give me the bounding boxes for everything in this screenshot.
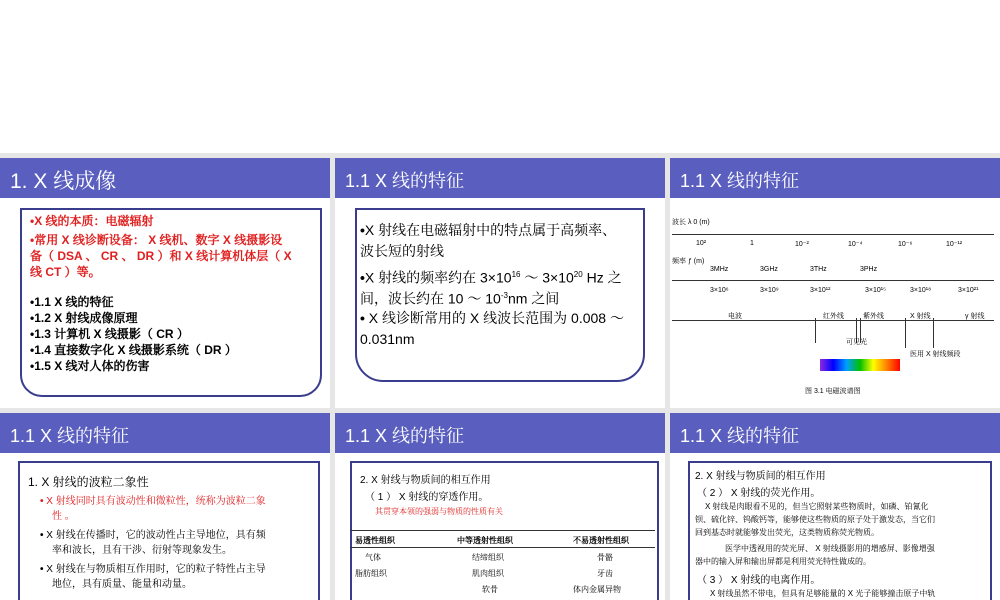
wavelength-tick: 10⁻⁶ xyxy=(898,241,913,248)
wavelength-tick: 10⁻⁴ xyxy=(848,241,863,248)
frequency-tick: 3PHz xyxy=(860,266,878,273)
paragraph-line: 医学中透视用的荧光屏、 X 射线摄影用的增感屏、影像增强 xyxy=(725,544,935,553)
slide-thumbnail-1[interactable] xyxy=(0,158,330,408)
visible-spectrum-bar xyxy=(820,359,900,371)
frequency-tick: 3THz xyxy=(810,266,827,273)
slide-header xyxy=(0,158,330,198)
paragraph-line: 器中的输入屏和输出屏都是利用荧光特性做成的。 xyxy=(695,557,871,566)
text-line: •X 射线的频率约在 $3\times 10^{16}$ ～ $3\times 10^{20}$ Hz 之 xyxy=(360,269,622,286)
slide-header xyxy=(335,158,665,198)
text-line: •X 射线在电磁辐射中的特点属于高频率、 xyxy=(360,222,617,238)
figure-caption: 图 3.1 电磁波谱图 xyxy=(805,388,861,395)
note-text: 其贯穿本领的强弱与物质的性质有关 xyxy=(375,507,503,516)
list-item: • X 射线在与物质相互作用时，它的粒子特性占主导 xyxy=(40,564,266,575)
slide-thumbnail-6[interactable] xyxy=(670,413,1000,600)
list-item: 性 。 xyxy=(52,511,75,522)
section-heading: 2. X 射线与物质间的相互作用 xyxy=(695,471,826,482)
wavelength-tick: 10² xyxy=(696,240,707,247)
frequency-label: 频率 ƒ (m) xyxy=(672,258,705,265)
subsection-heading: （ 1 ） X 射线的穿透作用。 xyxy=(365,492,489,503)
wavelength-label: 波长 λ 0 (m) xyxy=(672,219,710,226)
band-label: 红外线 xyxy=(823,313,844,320)
band-label: 紫外线 xyxy=(863,313,884,320)
slide-thumbnail-5[interactable] xyxy=(335,413,665,600)
table-cell: 结缔组织 xyxy=(472,553,504,562)
frequency-tick: 3×10¹² xyxy=(810,287,831,294)
slide-header xyxy=(670,413,1000,453)
slide-thumbnail-3[interactable] xyxy=(670,158,1000,408)
table-header: 中等透射性组织 xyxy=(457,536,513,545)
subsection-heading: （ 3 ） X 射线的电离作用。 xyxy=(697,575,821,586)
table-cell: 体内金属异物 xyxy=(573,585,621,594)
text-line: 波长短的射线 xyxy=(360,243,444,259)
table-cell: 牙齿 xyxy=(597,569,613,578)
frequency-tick: 3×10¹⁸ xyxy=(910,287,932,294)
table-cell: 肌肉组织 xyxy=(472,569,504,578)
slide-header xyxy=(335,413,665,453)
text-line: •1.5 X 线对人体的伤害 xyxy=(30,359,150,373)
slide-thumbnail-2[interactable] xyxy=(335,158,665,408)
table-cell: 气体 xyxy=(365,553,381,562)
band-label: 电波 xyxy=(728,313,742,320)
list-item: • X 射线同时具有波动性和微粒性，统称为波粒二象 xyxy=(40,496,266,507)
frequency-tick: 3×10⁶ xyxy=(710,287,729,294)
text-line: 备（ DSA 、 CR 、 DR ）和 X 线计算机体层（ X xyxy=(30,249,292,263)
slide-title: 1.1 X 线的特征 xyxy=(680,426,800,446)
frequency-tick: 3×10²¹ xyxy=(958,287,979,294)
table-cell: 脂肪组织 xyxy=(355,569,387,578)
list-item: 地位，具有质量、能量和动量。 xyxy=(52,579,192,590)
paragraph-line: X 射线虽然不带电，但具有足够能量的 X 光子能够撞击原子中轨 xyxy=(710,589,936,598)
band-label: γ 射线 xyxy=(965,313,985,320)
text-line: 0.031nm xyxy=(360,331,415,347)
text-line: •1.1 X 线的特征 xyxy=(30,295,114,309)
slide-title: 1.1 X 线的特征 xyxy=(345,171,465,191)
wavelength-tick: 10⁻² xyxy=(795,241,809,248)
text-line: • X 线诊断常用的 X 线波长范围为 0.008 ～ xyxy=(360,310,624,326)
text-line: 间，波长约在 10 ～ $10^{-3}nm$ 之间 xyxy=(360,290,560,307)
wavelength-axis xyxy=(672,234,994,235)
slide-header xyxy=(670,158,1000,198)
table-cell: 骨骼 xyxy=(597,553,613,562)
slide-title: 1.1 X 线的特征 xyxy=(10,426,130,446)
text-line: •常用 X 线诊断设备： X 线机、数字 X 线摄影设 xyxy=(30,233,283,247)
frequency-tick: 3×10⁹ xyxy=(760,287,779,294)
visible-light-label: 可见光 xyxy=(846,339,867,346)
frequency-tick: 3MHz xyxy=(710,266,729,273)
table-cell: 软骨 xyxy=(482,585,498,594)
text-line: •1.4 直接数字化 X 线摄影系统（ DR ） xyxy=(30,343,237,357)
table-header: 易透性组织 xyxy=(355,536,395,545)
frequency-tick: 3×10¹⁵ xyxy=(865,287,886,294)
subsection-heading: （ 2 ） X 射线的荧光作用。 xyxy=(697,488,821,499)
text-line: •X 线的本质：电磁辐射 xyxy=(30,214,154,228)
frequency-axis xyxy=(672,280,994,281)
paragraph-line: 回到基态时就能够发出荧光，这类物质称荧光物质。 xyxy=(695,528,879,537)
list-item: • X 射线在传播时，它的波动性占主导地位，具有频 xyxy=(40,530,266,541)
table-header: 不易透射性组织 xyxy=(573,536,629,545)
paragraph-line: 钡、硫化锌、钨酸钙等，能够使这些物质的原子处于激发态，当它们 xyxy=(695,515,935,524)
paragraph-line: X 射线是肉眼看不见的，但当它照射某些物质时，如磷、铂氰化 xyxy=(705,502,929,511)
slide-title: 1.1 X 线的特征 xyxy=(680,171,800,191)
text-line: •1.3 计算机 X 线摄影（ CR ） xyxy=(30,327,189,341)
wavelength-tick: 1 xyxy=(750,240,754,247)
section-heading: 1. X 射线的波粒二象性 xyxy=(28,475,149,489)
section-heading: 2. X 射线与物质间的相互作用 xyxy=(360,475,491,486)
slide-thumbnail-4[interactable] xyxy=(0,413,330,600)
text-line: 线 CT ）等。 xyxy=(30,265,101,279)
frequency-tick: 3GHz xyxy=(760,266,778,273)
list-item: 率和波长，且有干涉、衍射等现象发生。 xyxy=(52,545,232,556)
medical-band-label: 医用 X 射线频段 xyxy=(910,351,961,358)
text-line: •1.2 X 射线成像原理 xyxy=(30,311,138,325)
band-label: X 射线 xyxy=(910,313,931,320)
slide-title: 1. X 线成像 xyxy=(10,170,117,193)
slide-header xyxy=(0,413,330,453)
wavelength-tick: 10⁻¹² xyxy=(946,241,963,248)
slide-title: 1.1 X 线的特征 xyxy=(345,426,465,446)
